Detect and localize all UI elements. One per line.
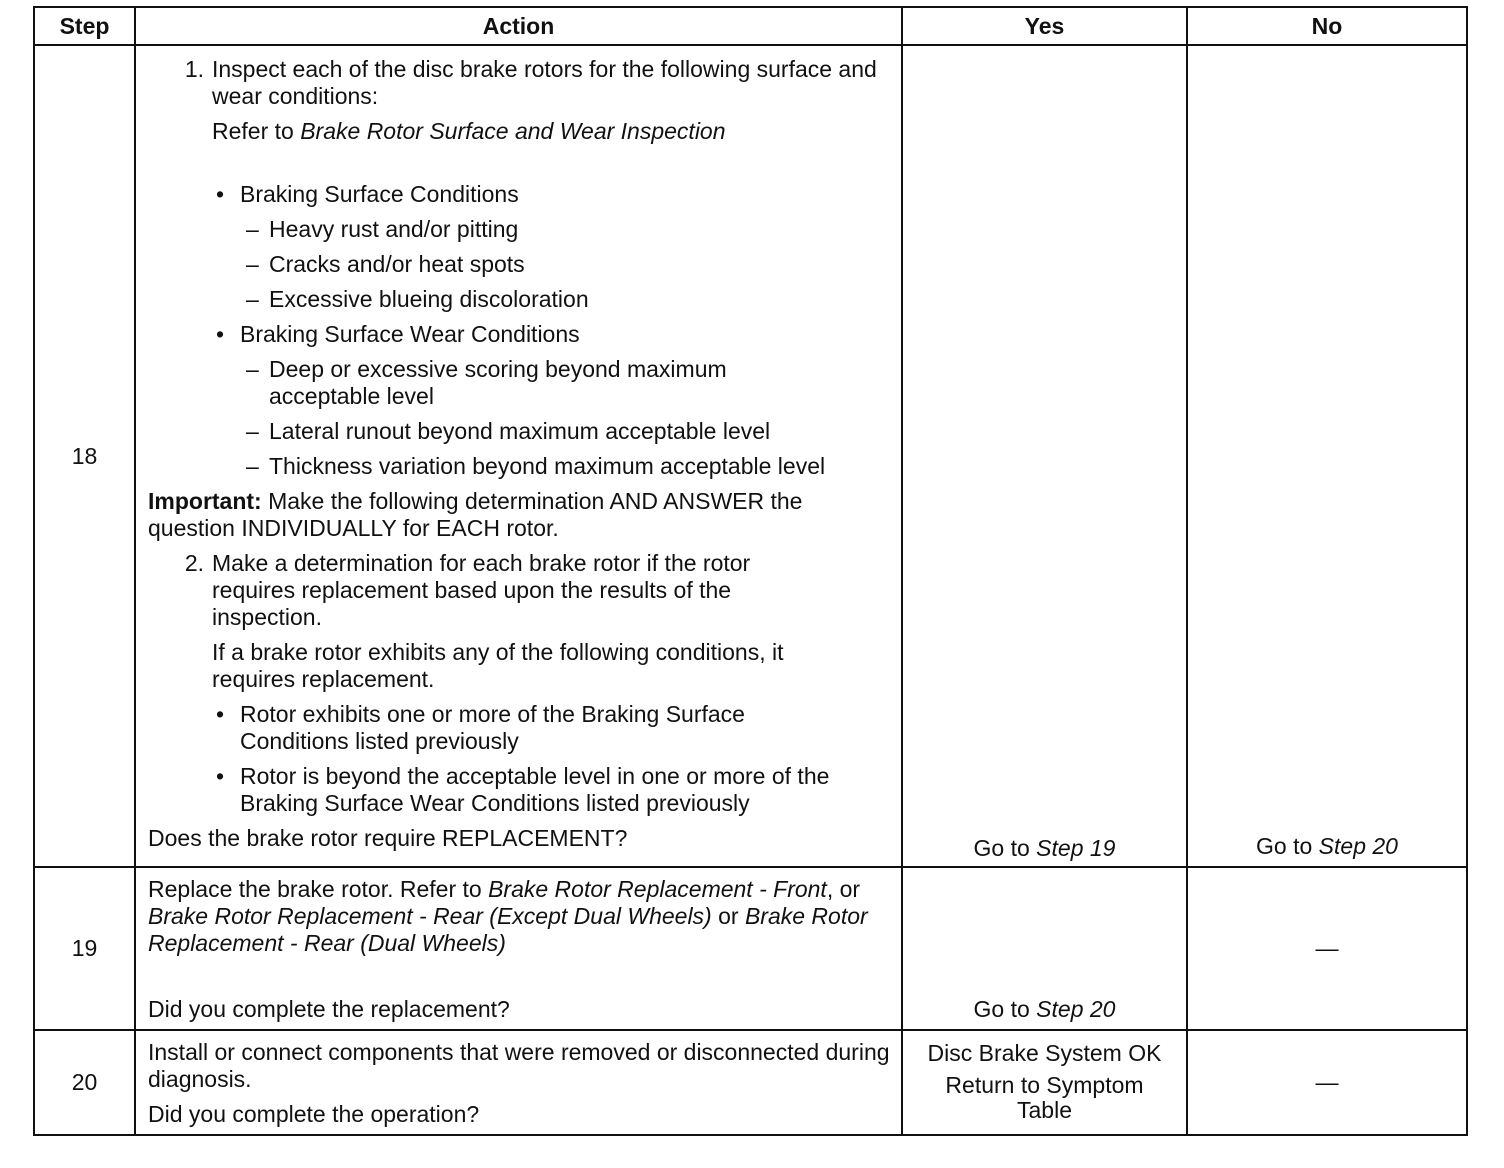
replace-instructions [148, 876, 893, 957]
question: Did you complete the operation? [148, 1101, 480, 1127]
step-text: Inspect each of the disc brake rotors for the following surface and wear conditions: [212, 56, 877, 109]
step-note: If a brake rotor exhibits any of the following conditions, it requires replacement. [212, 639, 784, 692]
bullet-text: Rotor is beyond the acceptable level in one or more of the Braking Surface Wear Conditions listed previously [240, 763, 830, 816]
go-to-step-link[interactable]: Step 19 [1036, 835, 1116, 861]
diagnostic-table [33, 6, 1468, 1136]
step-text: Make a determination for each brake rotor if the rotor requires replacement based upon the results of the inspection. [212, 550, 751, 630]
yes-cell [902, 45, 1187, 867]
yes-result [903, 835, 1186, 862]
refer-link[interactable]: Brake Rotor Surface and Wear Inspection [300, 118, 726, 144]
dash-item: – Thickness variation beyond maximum acceptable level [246, 453, 826, 479]
numbered-step [148, 550, 893, 631]
header-action: Action [135, 7, 902, 45]
text-segment: or [711, 903, 745, 929]
yes-cell [902, 1030, 1187, 1135]
header-row [34, 7, 1467, 45]
rotor-rear-except-dual-link[interactable]: Brake Rotor Replacement - Rear (Except Dual Wheels) [148, 903, 712, 929]
go-to-prefix: Go to [1256, 833, 1319, 859]
step-number: 20 [34, 1030, 135, 1135]
symptom-table-link[interactable]: Return to Symptom Table [945, 1072, 1144, 1123]
go-to-step-link[interactable]: Step 20 [1036, 996, 1116, 1022]
step-num: 1. [184, 56, 204, 82]
bullet-item: • Rotor exhibits one or more of the Braking Surface Conditions listed previously [148, 701, 893, 755]
important-note [148, 488, 893, 542]
action-cell [135, 867, 902, 1030]
table-row-step-19 [34, 867, 1467, 1030]
rotor-rear-dual-link[interactable]: Brake Rotor Replacement - Rear (Dual Wheels) [148, 903, 868, 956]
question: Does the brake rotor require REPLACEMENT? [148, 825, 628, 851]
action-cell [135, 1030, 902, 1135]
no-cell: — [1187, 867, 1467, 1030]
bullet-text: Braking Surface Wear Conditions [240, 321, 580, 347]
text-segment: Replace the brake rotor. Refer to [148, 876, 489, 902]
dash-text: Lateral runout beyond maximum acceptable level [269, 418, 771, 444]
header-no: No [1187, 7, 1467, 45]
bullet-text: Braking Surface Conditions [240, 181, 519, 207]
important-text: Make the following determination AND ANSWER the question INDIVIDUALLY for EACH rotor. [148, 488, 803, 541]
dash-text: Excessive blueing discoloration [269, 286, 589, 312]
numbered-step [148, 56, 893, 110]
bullet-text: Rotor exhibits one or more of the Braking Surface Conditions listed previously [240, 701, 745, 754]
dash-item: – Heavy rust and/or pitting [246, 216, 519, 242]
table-row-step-18 [34, 45, 1467, 867]
dash-item: – Lateral runout beyond maximum acceptable level [246, 418, 771, 444]
dash-text: Heavy rust and/or pitting [269, 216, 519, 242]
refer-line [148, 118, 893, 145]
question: Did you complete the replacement? [148, 996, 510, 1022]
dash-text: Cracks and/or heat spots [269, 251, 525, 277]
go-to-prefix: Go to [973, 835, 1037, 861]
dash-item: – Excessive blueing discoloration [246, 286, 589, 312]
no-cell: — [1187, 1030, 1467, 1135]
rotor-front-link[interactable]: Brake Rotor Replacement - Front [488, 876, 827, 902]
no-result [1188, 833, 1466, 860]
no-cell [1187, 45, 1467, 867]
install-instructions: Install or connect components that were removed or disconnected during diagnosis. [148, 1039, 890, 1092]
bullet-item: • Braking Surface Wear Conditions [216, 321, 580, 347]
dash-text: Deep or excessive scoring beyond maximum acceptable level [269, 356, 727, 409]
system-ok-text: Disc Brake System OK [927, 1040, 1162, 1066]
go-to-step-link[interactable]: Step 20 [1318, 833, 1398, 859]
bullet-item: • Braking Surface Conditions [216, 181, 519, 207]
dash-text: Thickness variation beyond maximum acceptable level [269, 453, 826, 479]
yes-result [903, 996, 1186, 1023]
go-to-prefix: Go to [973, 996, 1037, 1022]
refer-prefix: Refer to [212, 118, 301, 144]
table-row-step-20 [34, 1030, 1467, 1135]
action-cell [135, 45, 902, 867]
bullet-item: • Rotor is beyond the acceptable level in one or more of the Braking Surface Wear Conditions listed previously [148, 763, 893, 817]
dash-item: – Deep or excessive scoring beyond maximum acceptable level [148, 356, 893, 410]
step-number: 19 [34, 867, 135, 1030]
yes-cell [902, 867, 1187, 1030]
dash-item: – Cracks and/or heat spots [246, 251, 525, 277]
important-label: Important: [148, 488, 262, 514]
header-yes: Yes [902, 7, 1187, 45]
step-number: 18 [34, 45, 135, 867]
header-step: Step [34, 7, 135, 45]
step-num: 2. [184, 550, 204, 576]
text-segment: , or [826, 876, 861, 902]
